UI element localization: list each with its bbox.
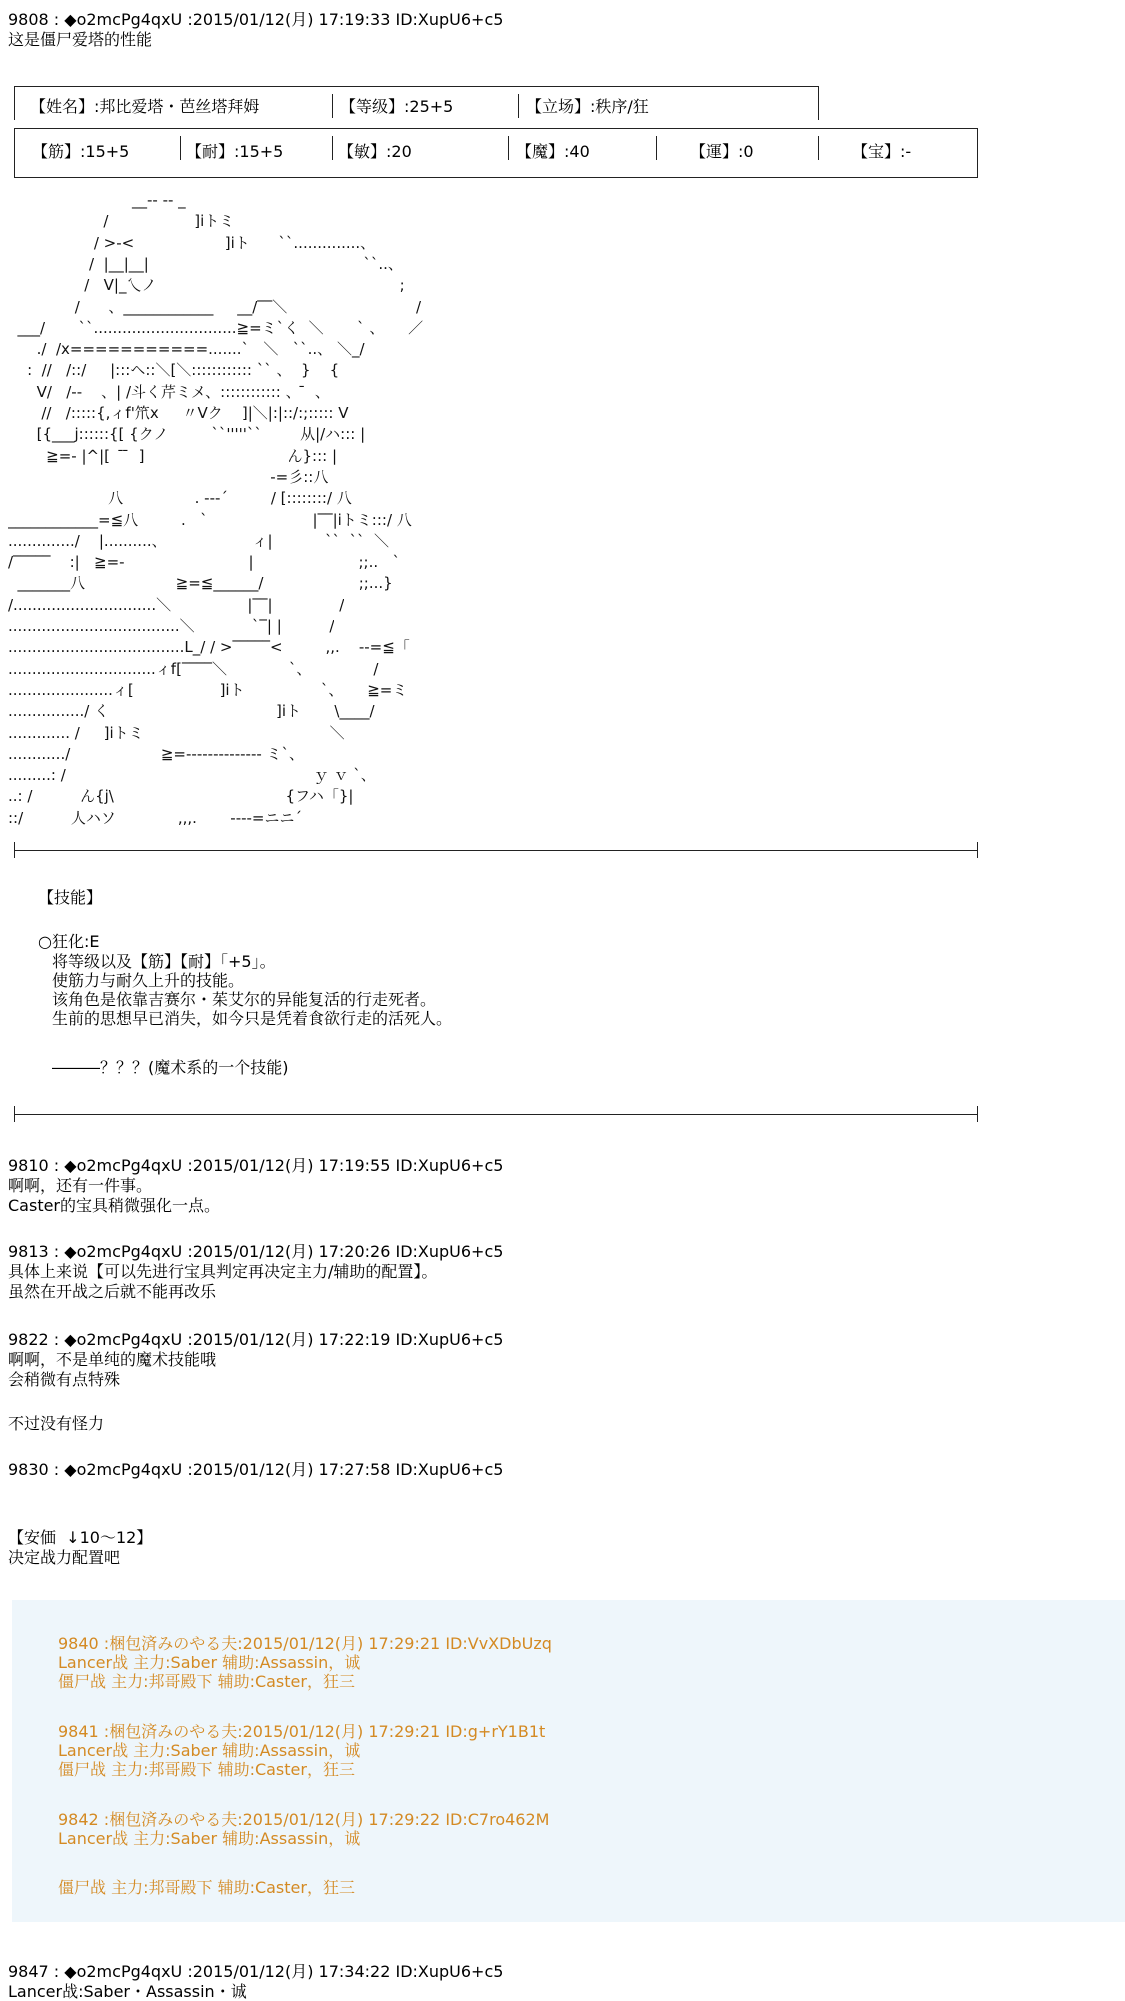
ascii-art-line: ...............................ィf[‾‾‾‾＼ `、 /	[8, 659, 384, 678]
ascii-art-line: .....................................L_/ / >‾‾‾‾‾< ,,. --=≦「	[8, 638, 410, 657]
ascii-art-line: .........: / ｙ ｖ `、	[8, 766, 376, 785]
status-divider	[332, 94, 333, 118]
skill-name: ○狂化:E	[38, 932, 100, 951]
post-body-9830: 【安価 ↓10～12】	[8, 1528, 153, 1547]
status-end: 【耐】:15+5	[186, 142, 284, 161]
quote-header: 9842 :梱包済みのやる夫:2015/01/12(月) 17:29:22 ID:C7ro462M	[58, 1810, 550, 1829]
status-divider	[518, 94, 519, 118]
ascii-art-line: ≧=- |^|[ ̄ ̄ ] ん}::: |	[8, 446, 338, 465]
status-border-left	[14, 128, 15, 178]
skill-desc: 将等级以及【筋】【耐】「+5」。	[52, 952, 276, 971]
status-divider	[818, 136, 819, 160]
ascii-art-line: V/ /-- 、| /斗く芹ミメ、:::::::::::: 、 ̄ 、	[8, 382, 330, 401]
skills-title: 【技能】	[38, 888, 103, 907]
skill-desc: 使筋力与耐久上升的技能。	[52, 971, 245, 990]
status-divider	[508, 136, 509, 160]
ascii-art-line: /‾‾‾‾‾ :| ≧=- | ;;.. `	[8, 553, 400, 572]
post-body-9847: Lancer战:Saber・Assassin・诚	[8, 1982, 247, 2001]
status-border-bottom	[14, 177, 978, 178]
status-border-right	[818, 86, 819, 120]
ascii-art-line: ___/ ``..............................≧=ミ`く ＼ ` 、 ／	[8, 318, 424, 337]
status-border-left	[14, 86, 15, 120]
post-body-9810: Caster的宝具稍微强化一点。	[8, 1196, 221, 1215]
post-body-9810: 啊啊，还有一件事。	[8, 1176, 153, 1195]
post-header-9810: 9810 : ◆o2mcPg4qxU :2015/01/12(月) 17:19:55 ID:XupU6+c5	[8, 1156, 504, 1175]
status-agi: 【敏】:20	[338, 142, 412, 161]
ascii-art-line: [{___j::::::{[ {クノ ``'''''`` 从|/ハ::: |	[8, 425, 366, 444]
post-header-9822: 9822 : ◆o2mcPg4qxU :2015/01/12(月) 17:22:19 ID:XupU6+c5	[8, 1330, 504, 1349]
post-header-9808: 9808 : ◆o2mcPg4qxU :2015/01/12(月) 17:19:33 ID:XupU6+c5	[8, 10, 504, 29]
post-header-9847: 9847 : ◆o2mcPg4qxU :2015/01/12(月) 17:34:22 ID:XupU6+c5	[8, 1962, 504, 1981]
status-name: 【姓名】:邦比爱塔・芭丝塔拜姆	[30, 97, 260, 116]
ascii-art-line: ......................ィ[ ]iト `、 ≧=ミ	[8, 680, 408, 699]
status-luck: 【運】:0	[690, 142, 754, 161]
post-body-9830: 决定战力配置吧	[8, 1548, 121, 1567]
skill-desc: 该角色是依靠吉赛尔・茱艾尔的异能复活的行走死者。	[52, 990, 437, 1009]
ascii-art-line: ..: / ん{j\ {フハ「}|	[8, 787, 354, 806]
skills-border-right	[977, 842, 978, 858]
status-divider	[332, 136, 333, 160]
ascii-art-line: __-- -- _	[8, 191, 186, 209]
ascii-art-line: ____________=≦八 . ` |‾‾|iトミ:::/ 八	[8, 510, 412, 529]
status-divider	[656, 136, 657, 160]
status-level: 【等级】:25+5	[340, 97, 454, 116]
ascii-art-line: : // /::/ |:::ヘ::＼[＼:::::::::::: `` 、 } {	[8, 361, 340, 380]
post-header-9830: 9830 : ◆o2mcPg4qxU :2015/01/12(月) 17:27:58 ID:XupU6+c5	[8, 1460, 504, 1479]
ascii-art-line: ::/ 人ハソ ,,,. -‐‐‐=ニニ´	[8, 808, 302, 827]
ascii-art-line: ............. / ]iトミ ＼	[8, 723, 345, 742]
quote-body: 僵尸战 主力:邦哥殿下 辅助:Caster，狂三	[58, 1672, 355, 1691]
status-border-mid	[14, 128, 978, 129]
ascii-art-line: ....................................＼ `‾| | /	[8, 617, 335, 635]
ascii-art-line: / ]iトミ	[8, 212, 235, 231]
skills-border-top	[14, 850, 978, 851]
post-body-9822: 啊啊，不是单纯的魔术技能哦	[8, 1350, 217, 1369]
post-header-9813: 9813 : ◆o2mcPg4qxU :2015/01/12(月) 17:20:26 ID:XupU6+c5	[8, 1242, 504, 1261]
skills-border-left	[14, 1106, 15, 1122]
ascii-art-line: ................/ く ]iト \____/	[8, 702, 375, 721]
ascii-art-line: _______八 ≧=≦______/ ;;...}	[8, 574, 393, 593]
ascii-art-line: // /:::::{,ィf'笊x 〃Vク ]|＼|:|::/:;::::: V	[8, 404, 349, 422]
post-body-9808: 这是僵尸爱塔的性能	[8, 30, 153, 49]
quote-body: Lancer战 主力:Saber 辅助:Assassin，诚	[58, 1829, 361, 1848]
skills-border-left	[14, 842, 15, 858]
skill-desc: 生前的思想早已消失，如今只是凭着食欲行走的活死人。	[52, 1009, 453, 1028]
ascii-art-line: 八 . -‐‐´ / [::::::::/ 八	[8, 489, 352, 508]
quote-header: 9841 :梱包済みのやる夫:2015/01/12(月) 17:29:21 ID:g+rY1B1t	[58, 1722, 546, 1741]
status-str: 【筋】:15+5	[32, 142, 130, 161]
quote-header: 9840 :梱包済みのやる夫:2015/01/12(月) 17:29:21 ID:VvXDbUzq	[58, 1634, 552, 1653]
ascii-art-line: /..............................＼ |‾‾| /	[8, 595, 345, 614]
quote-body: Lancer战 主力:Saber 辅助:Assassin，诚	[58, 1741, 361, 1760]
post-body-9813: 虽然在开战之后就不能再改乐	[8, 1282, 217, 1301]
post-body-9813: 具体上来说【可以先进行宝具判定再决定主力/辅助的配置】。	[8, 1262, 438, 1281]
status-alignment: 【立场】:秩序/狂	[526, 97, 649, 116]
ascii-art-line: -=彡::八	[8, 467, 329, 486]
ascii-art-line: ............/ ≧=‐‐‐‐‐‐‐‐‐‐‐--- ミ`、	[8, 744, 305, 763]
ascii-art-line: / >-< ]iト ``..............、	[8, 233, 376, 252]
ascii-art-line: / 、____________ __/‾‾＼ /	[8, 297, 422, 316]
status-border-top	[14, 86, 819, 87]
status-mag: 【魔】:40	[516, 142, 590, 161]
skill-desc: ―――？？？(魔术系的一个技能)	[52, 1058, 289, 1077]
quote-body: 僵尸战 主力:邦哥殿下 辅助:Caster，狂三	[58, 1878, 355, 1897]
ascii-art-line: / |__|__| ``..、	[8, 254, 403, 273]
skills-border-bottom	[14, 1114, 978, 1115]
status-border-right	[977, 128, 978, 178]
ascii-art-line: / V|_乀ノ ;	[8, 276, 405, 295]
status-np: 【宝】:-	[852, 142, 912, 161]
skills-border-right	[977, 1106, 978, 1122]
post-body-9822: 不过没有怪力	[8, 1414, 105, 1433]
ascii-art-line: ./ /x===========.......` ＼ ``..、 ＼_/	[8, 340, 365, 359]
post-body-9822: 会稍微有点特殊	[8, 1370, 121, 1389]
quote-body: Lancer战 主力:Saber 辅助:Assassin，诚	[58, 1653, 361, 1672]
quote-body: 僵尸战 主力:邦哥殿下 辅助:Caster，狂三	[58, 1760, 355, 1779]
ascii-art-line: ............../ |..........、 ィ| `` `` ＼	[8, 531, 390, 550]
status-divider	[180, 136, 181, 160]
